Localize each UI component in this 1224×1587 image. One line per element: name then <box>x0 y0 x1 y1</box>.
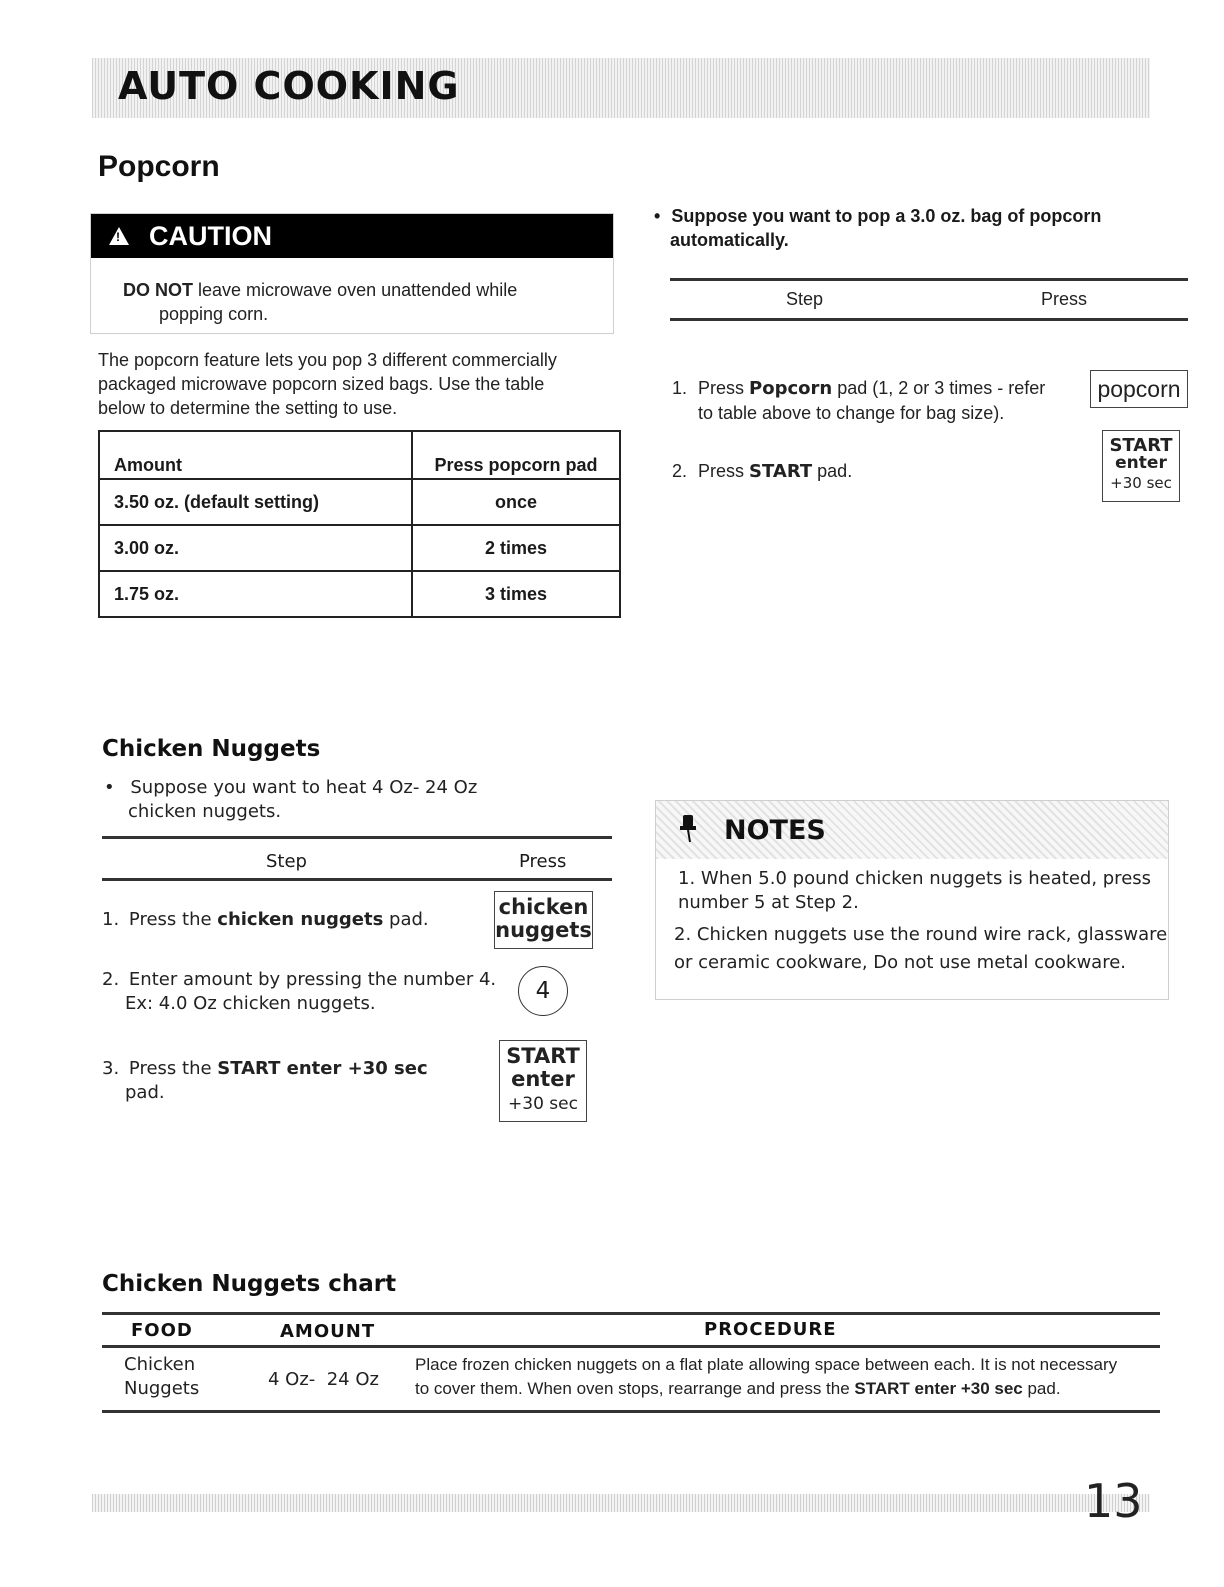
caution-text <box>123 278 517 326</box>
step-text: Press the <box>128 1058 218 1079</box>
step-number: 2. <box>672 461 688 481</box>
chart-food-line1: Chicken <box>124 1354 196 1375</box>
nuggets-intro <box>104 776 477 824</box>
step-number: 1. <box>102 909 120 930</box>
note-1-line2: number 5 at Step 2. <box>678 892 859 913</box>
popcorn-intro-line: below to determine the setting to use. <box>98 398 398 418</box>
table-row <box>99 571 620 617</box>
press-column-header: Press <box>519 851 567 872</box>
nuggets-step-1 <box>102 909 429 930</box>
step-text-line2: Ex: 4.0 Oz chicken nuggets. <box>125 993 376 1014</box>
table-cell: 3.00 oz. <box>99 525 412 571</box>
step-text-line2: pad. <box>125 1082 165 1103</box>
caution-label: CAUTION <box>149 220 272 251</box>
table-cell: 3.50 oz. (default setting) <box>99 479 412 525</box>
popcorn-pad-key: popcorn <box>1090 370 1188 408</box>
chart-header-food: FOOD <box>131 1320 193 1341</box>
nuggets-title: Chicken Nuggets <box>102 736 321 762</box>
procedure-text: to cover them. When oven stops, rearrange and press the <box>415 1379 855 1398</box>
chicken-nuggets-pad-key <box>494 891 593 949</box>
step-text-line2: to table above to change for bag size). <box>698 403 1005 423</box>
footer-band <box>92 1494 1150 1512</box>
start-pad-key <box>499 1040 587 1122</box>
note-2-line2: or ceramic cookware, Do not use metal cookware. <box>674 952 1127 973</box>
step-text: Press <box>698 378 750 398</box>
popcorn-intro-line: packaged microwave popcorn sized bags. Use the table <box>98 374 545 394</box>
step-table-top-rule <box>670 278 1188 281</box>
table-header-cell: Press popcorn pad <box>412 431 620 479</box>
bullet: • <box>654 206 661 226</box>
table-header-cell: Amount <box>99 431 412 479</box>
table-cell: 3 times <box>412 571 620 617</box>
caution-box <box>90 213 614 334</box>
popcorn-step-1 <box>672 376 1045 425</box>
step-bold-text: START <box>749 461 813 482</box>
step-table-header-rule <box>670 318 1188 321</box>
chart-bottom-rule <box>102 1410 1160 1413</box>
step-bold-text: chicken nuggets <box>217 909 384 930</box>
popcorn-step-2 <box>672 459 852 484</box>
table-row <box>99 525 620 571</box>
step-number: 3. <box>102 1058 120 1079</box>
note-2-line1: 2. Chicken nuggets use the round wire rack, glassware <box>674 924 1168 945</box>
caution-bar <box>91 214 613 258</box>
pushpin-icon <box>678 813 700 843</box>
caution-text-line2: popping corn. <box>159 304 269 324</box>
popcorn-intro <box>98 348 557 420</box>
key-label: chicken <box>498 895 589 919</box>
chart-header-rule <box>102 1345 1160 1348</box>
bullet: • <box>104 777 115 798</box>
procedure-text: pad. <box>1022 1379 1061 1398</box>
table-cell: once <box>412 479 620 525</box>
key-label: START <box>1109 435 1173 456</box>
note-1 <box>678 867 1151 915</box>
chart-cell-amount: 4 Oz- 24 Oz <box>268 1369 379 1390</box>
caution-text-line1: leave microwave oven unattended while <box>198 280 518 300</box>
nuggets-table-header-rule <box>102 878 612 881</box>
table-cell: 1.75 oz. <box>99 571 412 617</box>
step-text: pad. <box>383 909 429 930</box>
caution-strong: DO NOT <box>123 280 193 300</box>
notes-box <box>655 800 1169 1000</box>
chart-procedure-line1: Place frozen chicken nuggets on a flat plate allowing space between each. It is not necessary <box>415 1355 1118 1374</box>
step-text: Enter amount by pressing the number 4. <box>128 969 497 990</box>
note-1-line1: 1. When 5.0 pound chicken nuggets is heated, press <box>678 868 1152 889</box>
popcorn-example-line1: Suppose you want to pop a 3.0 oz. bag of popcorn <box>671 206 1102 226</box>
step-text: Press the <box>128 909 218 930</box>
step-text: Press <box>698 461 750 481</box>
page-number: 13 <box>1084 1474 1143 1528</box>
nuggets-intro-line1: Suppose you want to heat 4 Oz- 24 Oz <box>130 777 478 798</box>
key-label: nuggets <box>495 918 592 942</box>
step-column-header: Step <box>786 289 824 309</box>
chart-procedure-line2 <box>415 1377 1160 1401</box>
chart-top-rule <box>102 1312 1160 1315</box>
nuggets-step-3 <box>102 1057 428 1105</box>
popcorn-intro-line: The popcorn feature lets you pop 3 different commercially <box>98 350 557 370</box>
press-column-header: Press <box>1041 289 1088 309</box>
step-text: pad (1, 2 or 3 times - refer <box>832 378 1046 398</box>
popcorn-table <box>98 430 621 618</box>
key-label: +30 sec <box>1110 474 1172 492</box>
nuggets-step-2 <box>102 968 496 1016</box>
key-label: START <box>506 1044 580 1068</box>
step-bold-text: START enter +30 sec <box>217 1058 428 1079</box>
chart-header-procedure: PROCEDURE <box>704 1319 837 1340</box>
table-header-row <box>99 431 620 479</box>
notes-title: NOTES <box>724 815 826 846</box>
key-label: enter <box>511 1067 575 1091</box>
step-number: 1. <box>672 378 688 398</box>
number-4-key: 4 <box>518 966 568 1016</box>
note-2 <box>674 921 1167 977</box>
chart-cell-procedure <box>415 1353 1160 1401</box>
start-pad-key <box>1102 430 1180 502</box>
step-number: 2. <box>102 969 120 990</box>
page-title: AUTO COOKING <box>118 64 460 108</box>
popcorn-example-intro <box>654 204 1101 252</box>
table-cell: 2 times <box>412 525 620 571</box>
popcorn-example-line2: automatically. <box>670 230 789 250</box>
table-row <box>99 479 620 525</box>
warning-icon <box>109 227 129 245</box>
step-column-header: Step <box>266 851 307 872</box>
key-label: +30 sec <box>508 1094 578 1114</box>
chart-cell-food <box>124 1353 199 1401</box>
chart-food-line2: Nuggets <box>124 1378 200 1399</box>
key-label: enter <box>1115 453 1167 473</box>
step-bold-text: Popcorn <box>749 378 833 399</box>
chart-title: Chicken Nuggets chart <box>102 1271 397 1297</box>
procedure-bold-text: START enter +30 sec <box>854 1379 1023 1398</box>
nuggets-table-top-rule <box>102 836 612 839</box>
chart-header-amount: AMOUNT <box>280 1321 376 1342</box>
popcorn-title: Popcorn <box>98 150 220 183</box>
nuggets-intro-line2: chicken nuggets. <box>128 801 282 822</box>
step-text: pad. <box>812 461 853 481</box>
